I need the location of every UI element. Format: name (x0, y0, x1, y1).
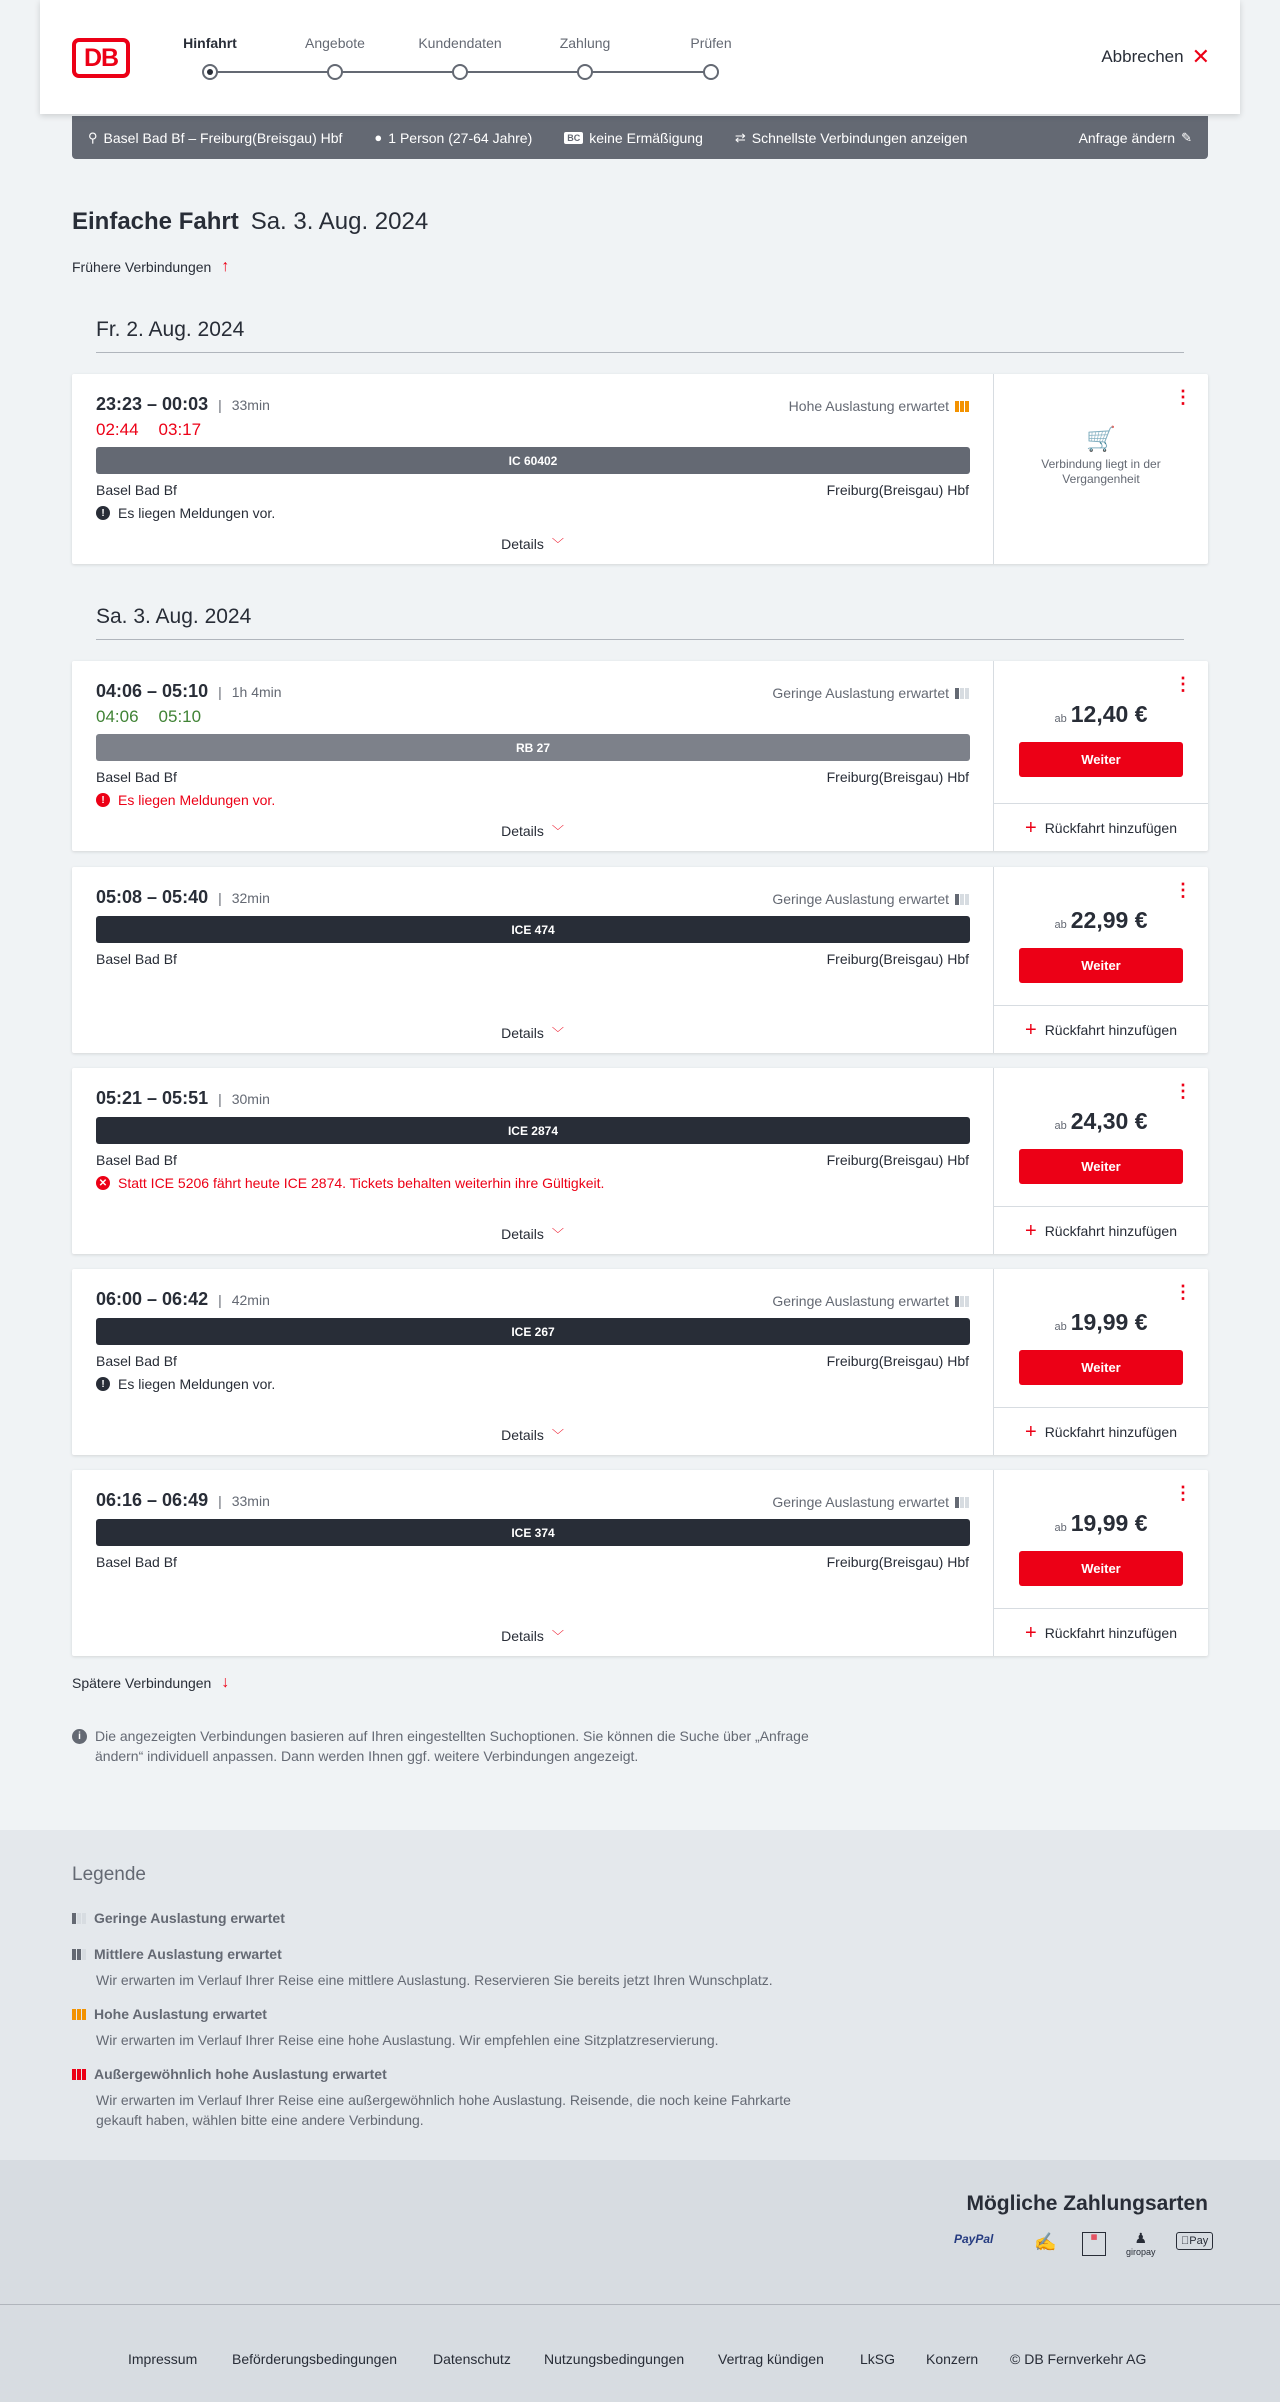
add-return-label: Rückfahrt hinzufügen (1044, 819, 1177, 836)
train-bar: ICE 267 (96, 1318, 970, 1345)
close-icon: ✕ (1191, 44, 1210, 69)
legend-item (72, 2066, 832, 2130)
message-text: Statt ICE 5206 fährt heute ICE 2874. Tickets behalten weiterhin ihre Gültigkeit. (118, 1175, 605, 1191)
price (994, 907, 1208, 934)
price-prefix: ab (1054, 1321, 1067, 1333)
separator: | (218, 683, 222, 700)
price-value: 19,99 € (1070, 1309, 1148, 1335)
connection-card (72, 1470, 1208, 1656)
connection-main (72, 1470, 994, 1656)
time-range: 06:00 – 06:42 (96, 1289, 209, 1309)
load-text: Hohe Auslastung erwartet (788, 398, 949, 414)
plus-icon: + (1025, 1621, 1037, 1644)
origin-station: Basel Bad Bf (96, 769, 177, 785)
medium-load-icon (72, 1949, 86, 1960)
legend-item-desc: Wir erwarten im Verlauf Ihrer Reise eine hohe Auslastung. Wir empfehlen eine Sitzplatzreservierung. (96, 2032, 719, 2048)
footer-link-nutzungsbedingungen[interactable]: Nutzungsbedingungen (544, 2351, 685, 2367)
details-toggle[interactable] (501, 1225, 564, 1242)
low-load-icon (955, 688, 969, 699)
apple-pay-icon (1176, 2232, 1213, 2250)
connection-main (72, 1269, 994, 1455)
realtime-departure: 04:06 (96, 707, 139, 726)
time-range: 05:08 – 05:40 (96, 887, 209, 907)
message-notice (96, 1175, 604, 1191)
realtime-times (96, 707, 201, 727)
price-prefix: ab (1054, 713, 1067, 725)
past-connection-notice (994, 426, 1208, 487)
connection-times (96, 394, 270, 415)
connection-card (72, 661, 1208, 851)
details-toggle[interactable] (501, 1627, 564, 1644)
load-indicator (789, 398, 969, 414)
connection-side (994, 374, 1208, 564)
train-bar: ICE 474 (96, 916, 970, 943)
discount-info (564, 130, 703, 146)
trip-date: Sa. 3. Aug. 2024 (250, 208, 429, 235)
info-notice (72, 1726, 852, 1766)
more-options-icon[interactable]: ⋮ (1174, 1483, 1192, 1503)
time-range: 04:06 – 05:10 (96, 681, 209, 701)
details-toggle[interactable] (501, 822, 564, 839)
duration: 33min (231, 396, 270, 413)
arrow-up-icon: ↑ (221, 258, 230, 275)
weiter-button[interactable]: Weiter (1019, 1149, 1183, 1184)
fastest-text: Schnellste Verbindungen anzeigen (751, 129, 968, 146)
footer-link-impressum[interactable]: Impressum (128, 2351, 198, 2367)
price-value: 12,40 € (1070, 701, 1148, 727)
realtime-arrival: 03:17 (158, 420, 202, 439)
connection-card (72, 1068, 1208, 1254)
step-kundendaten: Kundendaten (418, 35, 502, 51)
add-return-label: Rückfahrt hinzufügen (1044, 1624, 1177, 1641)
cancel-label: Abbrechen (1101, 47, 1184, 66)
add-return-button[interactable] (994, 1005, 1208, 1053)
change-request-button[interactable] (1079, 130, 1192, 146)
price (994, 1108, 1208, 1135)
persons-info (374, 130, 532, 146)
giropay-icon: ♟ giropay (1126, 2230, 1156, 2257)
legend-item (72, 1910, 832, 1926)
cart-icon: 🛒 (1086, 426, 1116, 453)
message-notice (96, 792, 275, 808)
load-text: Geringe Auslastung erwartet (772, 1494, 949, 1510)
legend-item (72, 2006, 832, 2050)
load-text: Geringe Auslastung erwartet (772, 1293, 949, 1309)
sepa-icon: ▦ (1082, 2232, 1106, 2256)
add-return-button[interactable] (994, 1407, 1208, 1455)
more-options-icon[interactable]: ⋮ (1174, 1081, 1192, 1101)
details-toggle[interactable] (501, 1024, 564, 1041)
connection-card (72, 1269, 1208, 1455)
exceptional-load-icon (72, 2069, 86, 2080)
legend-title: Legende (72, 1864, 146, 1885)
legend-section (0, 1830, 1280, 2160)
payment-title: Mögliche Zahlungsarten (966, 2192, 1208, 2215)
details-label: Details (501, 535, 544, 552)
giropay-text: giropay (1126, 2247, 1156, 2257)
price-prefix: ab (1054, 1120, 1067, 1132)
change-request-label: Anfrage ändern (1078, 129, 1176, 146)
bahncard-icon: BC (564, 132, 583, 144)
info-icon: i (72, 1729, 87, 1744)
footer-link-befoerderungsbedingungen[interactable]: Beförderungsbedingungen (232, 2351, 398, 2367)
info-text: Die angezeigten Verbindungen basieren auf Ihren eingestellten Suchoptionen. Sie können die Suche über „Anfrage ändern“ individuell anpassen. Dann werden Ihnen ggf. weitere Verbindungen angezeigt. (95, 1728, 809, 1764)
chevron-down-icon: ﹀ (551, 1428, 564, 1442)
price-value: 19,99 € (1070, 1510, 1148, 1536)
person-icon: ● (374, 130, 383, 145)
later-connections-link[interactable] (72, 1674, 229, 1692)
duration: 30min (231, 1090, 270, 1107)
add-return-button[interactable] (994, 803, 1208, 851)
route-info (88, 130, 342, 146)
connection-times (96, 887, 270, 908)
later-label: Spätere Verbindungen (72, 1675, 212, 1691)
train-bar: RB 27 (96, 734, 970, 761)
legend-item-title: Geringe Auslastung erwartet (94, 1910, 285, 1926)
search-summary-bar (72, 116, 1208, 159)
more-options-icon[interactable]: ⋮ (1174, 880, 1192, 900)
legend-item-title: Hohe Auslastung erwartet (94, 2006, 267, 2022)
destination-station: Freiburg(Breisgau) Hbf (826, 1152, 969, 1168)
origin-station: Basel Bad Bf (96, 1353, 177, 1369)
step-dot (577, 64, 593, 80)
step-angebote: Angebote (305, 35, 365, 51)
origin-station: Basel Bad Bf (96, 1152, 177, 1168)
page-title (72, 208, 428, 236)
high-load-icon (72, 2009, 86, 2020)
low-load-icon (72, 1913, 86, 1924)
swap-arrows-icon: ⇄ (734, 129, 746, 145)
connection-side (994, 1068, 1208, 1254)
message-notice (96, 1376, 275, 1392)
separator: | (218, 1492, 222, 1509)
destination-station: Freiburg(Breisgau) Hbf (826, 769, 969, 785)
connection-card (72, 374, 1208, 564)
message-text: Es liegen Meldungen vor. (118, 1376, 276, 1392)
price (994, 701, 1208, 728)
load-text: Geringe Auslastung erwartet (772, 891, 949, 907)
realtime-arrival: 05:10 (158, 707, 202, 726)
low-load-icon (955, 1497, 969, 1508)
step-dot-active (202, 64, 218, 80)
legend-item-desc: Wir erwarten im Verlauf Ihrer Reise eine außergewöhnlich hohe Auslastung. Reisende, die noch keine Fahrkarte gekauft haben, wählen bitte eine andere Verbindung. (96, 2092, 791, 2128)
origin-station: Basel Bad Bf (96, 951, 177, 967)
connection-times (96, 1088, 270, 1109)
origin-station: Basel Bad Bf (96, 482, 177, 498)
step-dot (703, 64, 719, 80)
chevron-down-icon: ﹀ (551, 824, 564, 838)
connection-times (96, 1289, 270, 1310)
price-value: 24,30 € (1070, 1108, 1148, 1134)
destination-station: Freiburg(Breisgau) Hbf (826, 1353, 969, 1369)
price-prefix: ab (1054, 1522, 1067, 1534)
header (40, 0, 1240, 114)
legend-item-desc: Wir erwarten im Verlauf Ihrer Reise eine mittlere Auslastung. Reservieren Sie bereits jetzt Ihren Wunschplatz. (96, 1972, 773, 1988)
arrow-down-icon: ↓ (221, 1674, 230, 1691)
separator: | (218, 889, 222, 906)
day-header: Sa. 3. Aug. 2024 (96, 605, 1184, 640)
train-bar: IC 60402 (96, 447, 970, 474)
connection-times (96, 1490, 270, 1511)
weiter-button[interactable]: Weiter (1019, 742, 1183, 777)
discount-text: keine Ermäßigung (589, 129, 703, 146)
more-options-icon[interactable]: ⋮ (1174, 674, 1192, 694)
connection-side (994, 661, 1208, 851)
step-dot (327, 64, 343, 80)
details-label: Details (501, 1426, 544, 1443)
load-indicator (772, 685, 969, 701)
db-logo[interactable]: DB (72, 38, 130, 78)
more-options-icon[interactable]: ⋮ (1174, 387, 1192, 407)
legend-item-title: Mittlere Auslastung erwartet (94, 1946, 282, 1962)
load-indicator (772, 891, 969, 907)
time-range: 05:21 – 05:51 (96, 1088, 209, 1108)
message-text: Es liegen Meldungen vor. (118, 792, 276, 808)
step-zahlung: Zahlung (559, 35, 611, 51)
connection-side (994, 867, 1208, 1053)
fastest-info (735, 130, 968, 146)
details-label: Details (501, 822, 544, 839)
past-text: Verbindung liegt in der Vergangenheit (1041, 457, 1161, 486)
duration: 33min (231, 1492, 270, 1509)
plus-icon: + (1025, 816, 1037, 839)
low-load-icon (955, 1296, 969, 1307)
route-text: Basel Bad Bf – Freiburg(Breisgau) Hbf (103, 129, 343, 146)
footer-copyright: © DB Fernverkehr AG (1010, 2351, 1147, 2367)
plus-icon: + (1025, 1219, 1037, 1242)
footer-link-konzern[interactable]: Konzern (926, 2351, 979, 2367)
location-pin-icon: ⚲ (88, 129, 98, 145)
details-label: Details (501, 1024, 544, 1041)
train-bar: ICE 2874 (96, 1117, 970, 1144)
time-range: 23:23 – 00:03 (96, 394, 209, 414)
connection-main (72, 867, 994, 1053)
weiter-button[interactable]: Weiter (1019, 1350, 1183, 1385)
time-range: 06:16 – 06:49 (96, 1490, 209, 1510)
connection-main (72, 1068, 994, 1254)
plus-icon: + (1025, 1420, 1037, 1443)
message-text: Es liegen Meldungen vor. (118, 505, 276, 521)
step-pruefen: Prüfen (690, 35, 732, 51)
plus-icon: + (1025, 1018, 1037, 1041)
load-text: Geringe Auslastung erwartet (772, 685, 949, 701)
footer (0, 2304, 1280, 2402)
destination-station: Freiburg(Breisgau) Hbf (826, 482, 969, 498)
apple-pay-text: Pay (1181, 2235, 1200, 2247)
price (994, 1309, 1208, 1336)
add-return-label: Rückfahrt hinzufügen (1044, 1222, 1177, 1239)
train-bar: ICE 374 (96, 1519, 970, 1546)
trip-type: Einfache Fahrt (72, 208, 239, 235)
persons-text: 1 Person (27-64 Jahre) (388, 129, 533, 146)
details-label: Details (501, 1627, 544, 1644)
legend-item-title: Außergewöhnlich hohe Auslastung erwartet (94, 2066, 387, 2082)
origin-station: Basel Bad Bf (96, 1554, 177, 1570)
connection-side (994, 1269, 1208, 1455)
step-dot (452, 64, 468, 80)
legend-item (72, 1946, 832, 1990)
alert-icon: ! (96, 793, 110, 807)
details-toggle[interactable] (501, 535, 564, 552)
price-prefix: ab (1054, 919, 1067, 931)
details-label: Details (501, 1225, 544, 1242)
separator: | (218, 1090, 222, 1107)
connection-main (72, 661, 994, 851)
price-value: 22,99 € (1070, 907, 1148, 933)
connection-times (96, 681, 282, 702)
add-return-button[interactable] (994, 1608, 1208, 1656)
realtime-departure: 02:44 (96, 420, 139, 439)
cancel-button[interactable] (1101, 46, 1210, 68)
pencil-icon: ✎ (1181, 129, 1192, 145)
step-hinfahrt: Hinfahrt (183, 35, 237, 51)
weiter-button[interactable]: Weiter (1019, 948, 1183, 983)
chevron-down-icon: ﹀ (551, 1227, 564, 1241)
details-toggle[interactable] (501, 1426, 564, 1443)
load-indicator (772, 1293, 969, 1309)
chevron-down-icon: ﹀ (551, 1026, 564, 1040)
payment-section (0, 2160, 1280, 2304)
connection-card (72, 867, 1208, 1053)
add-return-label: Rückfahrt hinzufügen (1044, 1021, 1177, 1038)
footer-link-lksg[interactable]: LkSG (860, 2351, 896, 2367)
duration: 1h 4min (231, 683, 282, 700)
separator: | (218, 396, 222, 413)
day-header: Fr. 2. Aug. 2024 (96, 318, 1184, 353)
connection-side (994, 1470, 1208, 1656)
alert-icon: ! (96, 506, 110, 520)
earlier-label: Frühere Verbindungen (72, 259, 212, 275)
footer-link-datenschutz[interactable]: Datenschutz (433, 2351, 511, 2367)
connection-main (72, 374, 994, 564)
message-notice (96, 505, 275, 521)
destination-station: Freiburg(Breisgau) Hbf (826, 951, 969, 967)
realtime-times (96, 420, 201, 440)
duration: 32min (231, 889, 270, 906)
destination-station: Freiburg(Breisgau) Hbf (826, 1554, 969, 1570)
footer-link-vertrag-kuendigen[interactable]: Vertrag kündigen (718, 2351, 824, 2367)
load-indicator (772, 1494, 969, 1510)
alert-icon: ! (96, 1377, 110, 1391)
cancel-circle-icon: ✕ (96, 1176, 110, 1190)
low-load-icon (955, 894, 969, 905)
add-return-button[interactable] (994, 1206, 1208, 1254)
earlier-connections-link[interactable] (72, 258, 229, 276)
add-return-label: Rückfahrt hinzufügen (1044, 1423, 1177, 1440)
separator: | (218, 1291, 222, 1308)
high-load-icon (955, 401, 969, 412)
duration: 42min (231, 1291, 270, 1308)
chevron-down-icon: ﹀ (551, 537, 564, 551)
paypal-icon: PayPal (954, 2232, 994, 2246)
weiter-button[interactable]: Weiter (1019, 1551, 1183, 1586)
price (994, 1510, 1208, 1537)
chevron-down-icon: ﹀ (551, 1629, 564, 1643)
direct-debit-icon: ✍ (1034, 2232, 1057, 2252)
more-options-icon[interactable]: ⋮ (1174, 1282, 1192, 1302)
